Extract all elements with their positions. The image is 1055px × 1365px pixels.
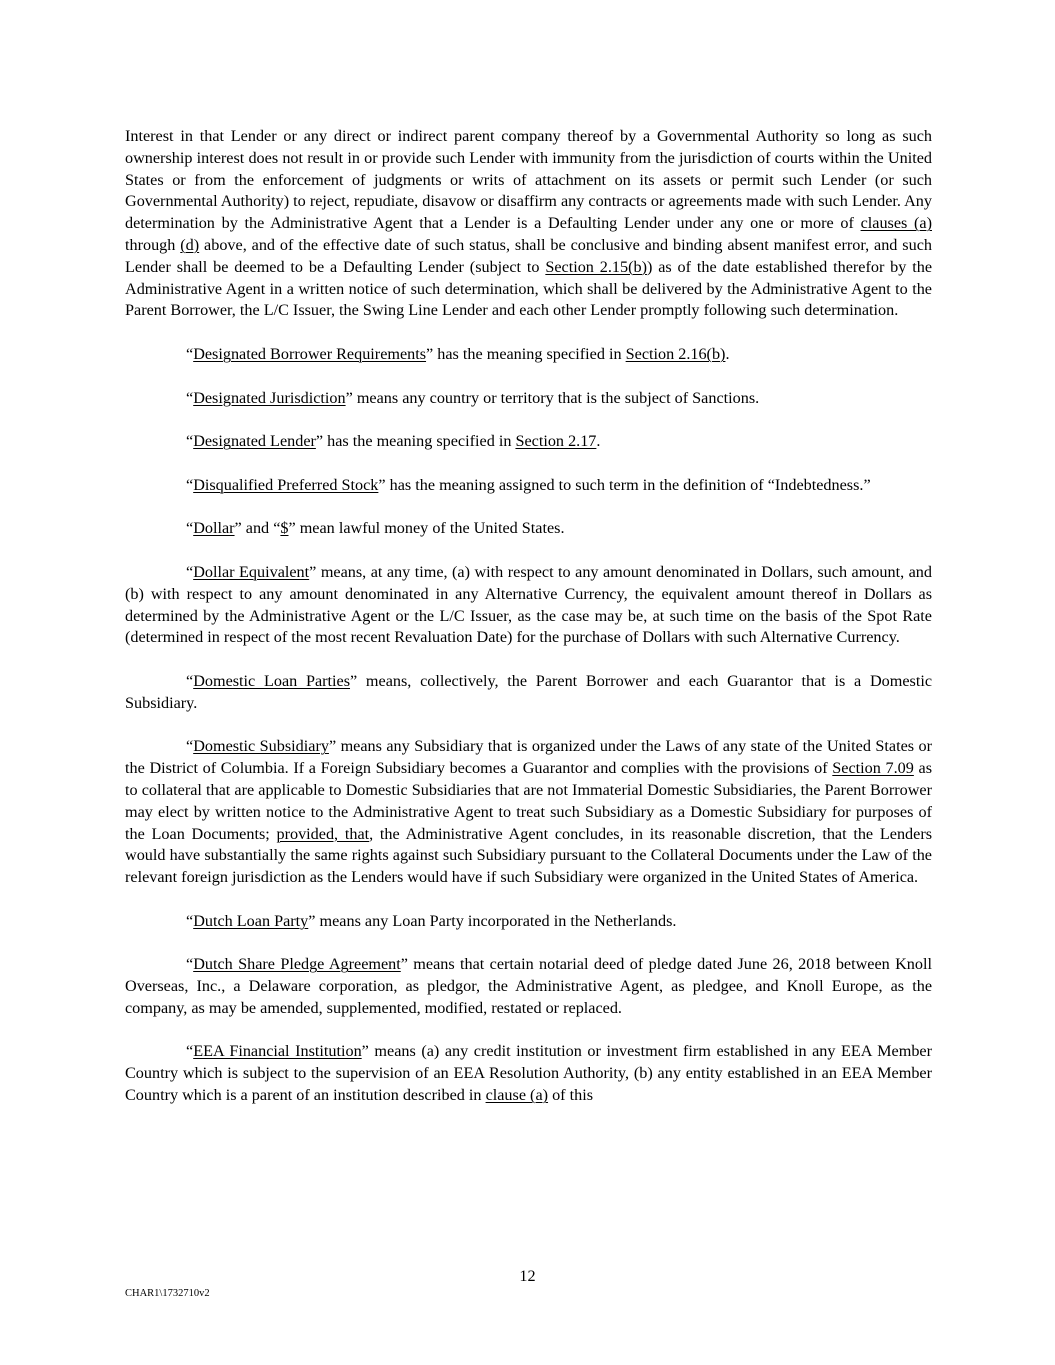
text: ” means any Subsidiary that is organized under the Laws of any state of the United States or the District of Columbia. If a Foreign Subsidiary becomes a Guarantor and complies with the provisions of bbox=[125, 737, 933, 778]
definition-domestic-loan-parties bbox=[125, 671, 932, 715]
defined-term: $ bbox=[280, 519, 289, 538]
section-reference: Section 2.16(b) bbox=[625, 344, 726, 363]
definition-dutch-loan-party bbox=[125, 911, 932, 933]
text: “ bbox=[186, 519, 194, 538]
defined-term: EEA Financial Institution bbox=[193, 1042, 362, 1061]
text: ” means, collectively, the Parent Borrower and each Guarantor that is a Domestic Subsidiary. bbox=[125, 671, 932, 712]
text: above, and of the effective date of such status, shall be conclusive and binding absent manifest error, and such Lender shall be deemed to be a Defaulting Lender (subject to bbox=[125, 235, 932, 276]
definition-eea-financial-institution bbox=[125, 1041, 932, 1106]
text: . bbox=[725, 344, 730, 363]
defined-term: Dollar bbox=[193, 519, 235, 538]
defined-term: Designated Lender bbox=[193, 432, 316, 451]
defined-term: Dutch Loan Party bbox=[193, 911, 309, 930]
section-reference: Section 7.09 bbox=[832, 759, 914, 778]
text: “ bbox=[186, 344, 194, 363]
text: Interest in that Lender or any direct or indirect parent company thereof by a Governmental Authority so long as such ownership interest does not result in or provide such Lender with immunity from the jurisdiction of courts within the United States or from the enforcement of judgments or writs of attachment on its assets or permit such Lender (or such Governmental Authority) to reject, repudiate, disavow or disaffirm any contracts or agreements made with such Lender. Any determination by the Administrative Agent that a Lender is a Defaulting Lender under any one or more of bbox=[125, 127, 932, 233]
section-reference: Section 2.15(b) bbox=[545, 257, 647, 276]
section-reference: Section 2.17 bbox=[515, 432, 597, 451]
text: ) as of the date established therefor by the Administrative Agent in a written notice of such determination, which shall be delivered by the Administrative Agent to the Parent Borrower, the L/C Issuer, the Swing Line Lender and each other Lender promptly following such determination. bbox=[125, 257, 932, 320]
defined-term: Designated Jurisdiction bbox=[193, 388, 346, 407]
text: through bbox=[125, 235, 181, 254]
definition-disqualified-preferred-stock bbox=[125, 475, 932, 497]
document-id: CHAR1\1732710v2 bbox=[125, 1288, 210, 1299]
text: as to collateral that are applicable to Domestic Subsidiaries that are not Immaterial Domestic Subsidiaries, the Parent Borrower may elect by written notice to the Administrative Agent to treat such Subsidiary as a Domestic Subsidiary for purposes of the Loan Documents; bbox=[125, 759, 932, 843]
text: ” means that certain notarial deed of pledge dated June 26, 2018 between Knoll Overseas, Inc., a Delaware corporation, as pledgor, the Administrative Agent, as pledgee, and Knoll Europe, as the company, as may be amended, supplemented, modified, restated or replaced. bbox=[125, 955, 932, 1017]
definition-dutch-share-pledge-agreement bbox=[125, 954, 932, 1019]
definition-dollar bbox=[125, 518, 932, 540]
defined-term: Dollar Equivalent bbox=[193, 562, 310, 581]
text: “ bbox=[186, 475, 194, 494]
text: “ bbox=[186, 911, 194, 930]
defined-term: Disqualified Preferred Stock bbox=[193, 475, 379, 494]
defined-term: Domestic Loan Parties bbox=[193, 671, 351, 690]
text: of this bbox=[548, 1086, 593, 1105]
text: “ bbox=[186, 955, 194, 974]
clause-reference: clauses (a) bbox=[860, 214, 932, 233]
definition-domestic-subsidiary bbox=[125, 736, 932, 889]
clause-reference: (d) bbox=[180, 235, 200, 254]
text: “ bbox=[186, 432, 194, 451]
text: “ bbox=[186, 671, 194, 690]
text: ” means any country or territory that is the subject of Sanctions. bbox=[345, 388, 760, 407]
text: ” means any Loan Party incorporated in the Netherlands. bbox=[308, 911, 677, 930]
clause-reference: clause (a) bbox=[485, 1086, 549, 1105]
definition-designated-lender bbox=[125, 431, 932, 453]
defined-term: Designated Borrower Requirements bbox=[193, 344, 427, 363]
paragraph-defaulting-lender-continuation bbox=[125, 126, 932, 322]
text: “ bbox=[186, 737, 194, 756]
definition-dollar-equivalent bbox=[125, 562, 932, 649]
definition-designated-jurisdiction bbox=[125, 388, 932, 410]
text: “ bbox=[186, 1042, 194, 1061]
text: ” means, at any time, (a) with respect to any amount denominated in Dollars, such amount, and (b) with respect to any amount denominated in any Alternative Currency, the equivalent amount thereof in Dollars as determined by the Administrative Agent or the L/C Issuer, as the case may be, at such time on the basis of the Spot Rate (determined in respect of the most recent Revaluation Date) for the purchase of Dollars with such Alternative Currency. bbox=[125, 562, 932, 647]
proviso-term: provided, that bbox=[276, 824, 370, 843]
defined-term: Domestic Subsidiary bbox=[193, 737, 329, 756]
page-number: 12 bbox=[519, 1267, 536, 1285]
text: . bbox=[596, 432, 601, 451]
text: ” and “ bbox=[234, 519, 281, 538]
text: ” has the meaning assigned to such term in the definition of “Indebtedness.” bbox=[378, 475, 871, 494]
text: “ bbox=[186, 388, 194, 407]
document-body bbox=[125, 126, 932, 1129]
defined-term: Dutch Share Pledge Agreement bbox=[193, 955, 401, 974]
text: ” has the meaning specified in bbox=[315, 432, 516, 451]
text: “ bbox=[186, 562, 194, 581]
text: ” means (a) any credit institution or investment firm established in any EEA Member Country which is subject to the supervision of an EEA Resolution Authority, (b) any entity established in an EEA Member Country which is a parent of an institution described in bbox=[125, 1042, 932, 1105]
text: ” mean lawful money of the United States. bbox=[288, 519, 565, 538]
text: , the Administrative Agent concludes, in its reasonable discretion, that the Lenders would have substantially the same rights against such Subsidiary pursuant to the Collateral Documents under the Law of the relevant foreign jurisdiction as the Lenders would have if such Subsidiary were organized in the United States of America. bbox=[125, 824, 933, 887]
definition-designated-borrower-requirements bbox=[125, 344, 932, 366]
text: ” has the meaning specified in bbox=[426, 344, 626, 363]
